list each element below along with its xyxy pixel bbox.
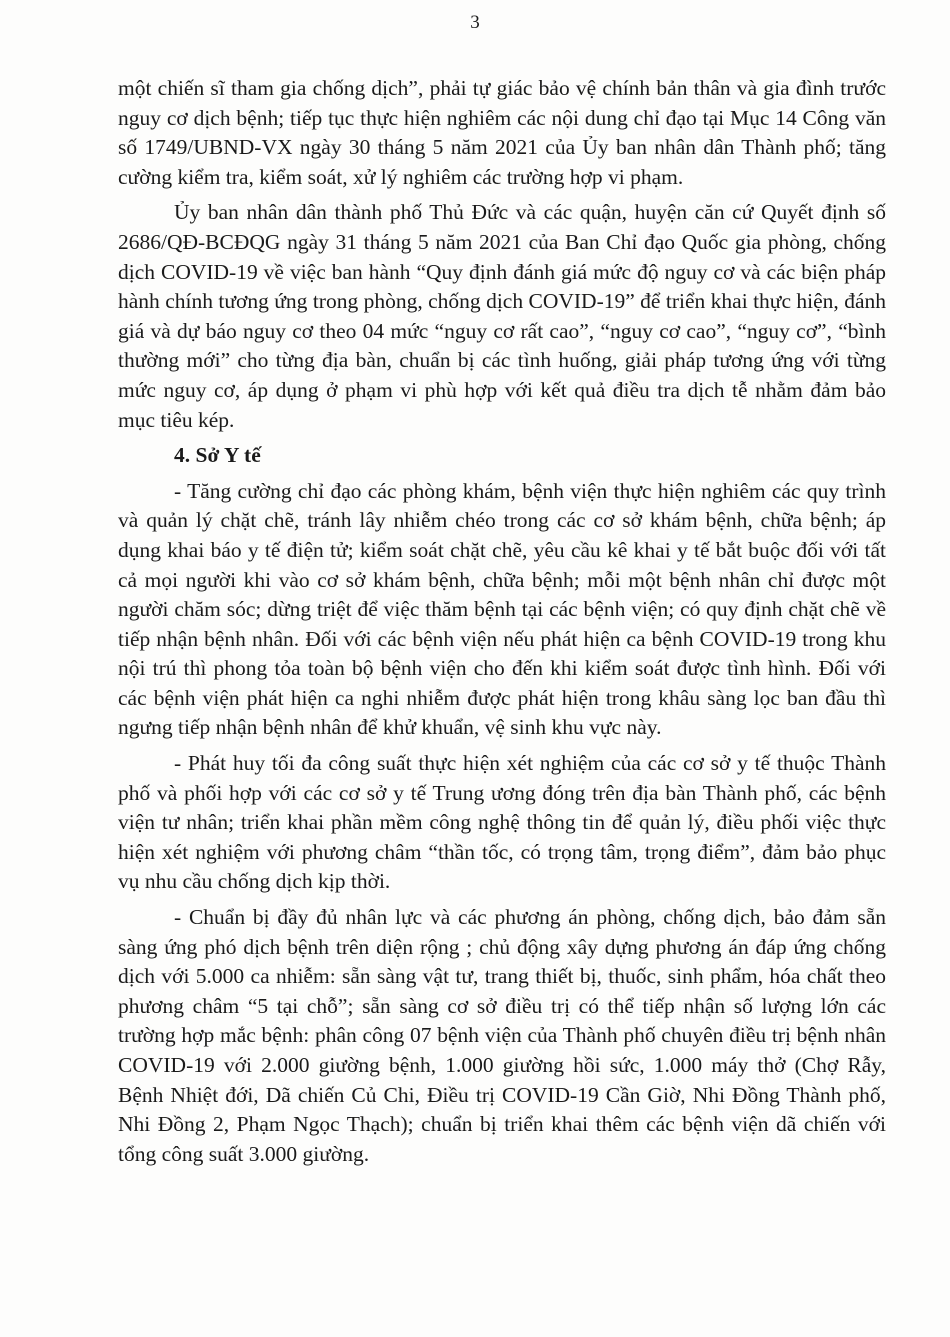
paragraph: - Phát huy tối đa công suất thực hiện xét nghiệm của các cơ sở y tế thuộc Thành phố và phối hợp với các cơ sở y tế Trung ương đóng trên địa bàn Thành phố, các bệnh viện tư nhân; triển khai phần mềm công nghệ thông tin để quản lý, điều phối việc thực hiện xét nghiệm với phương châm “thần tốc, có trọng tâm, trọng điểm”, đảm bảo phục vụ nhu cầu chống dịch kịp thời. [118,751,886,894]
document-body [118,74,886,1175]
paragraph: - Chuẩn bị đầy đủ nhân lực và các phương án phòng, chống dịch, bảo đảm sẵn sàng ứng phó dịch bệnh trên diện rộng ; chủ động xây dựng phương án đáp ứng chống dịch với 5.000 ca nhiễm: sẵn sàng vật tư, trang thiết bị, thuốc, sinh phẩm, hóa chất theo phương châm “5 tại chỗ”; sẵn sàng cơ sở điều trị có thể tiếp nhận số lượng lớn các trường hợp mắc bệnh: phân công 07 bệnh viện của Thành phố chuyên điều trị bệnh nhân COVID-19 với 2.000 giường bệnh, 1.000 giường hồi sức, 1.000 máy thở (Chợ Rẫy, Bệnh Nhiệt đới, Dã chiến Củ Chi, Điều trị COVID-19 Cần Giờ, Nhi Đồng Thành phố, Nhi Đồng 2, Phạm Ngọc Thạch); chuẩn bị triển khai thêm các bệnh viện dã chiến với tổng công suất 3.000 giường. [118,905,886,1166]
paragraph: Ủy ban nhân dân thành phố Thủ Đức và các quận, huyện căn cứ Quyết định số 2686/QĐ-BCĐQG ngày 31 tháng 5 năm 2021 của Ban Chỉ đạo Quốc gia phòng, chống dịch COVID-19 về việc ban hành “Quy định đánh giá mức độ nguy cơ và các biện pháp hành chính tương ứng trong phòng, chống dịch COVID-19” để triển khai thực hiện, đánh giá và dự báo nguy cơ theo 04 mức “nguy cơ rất cao”, “nguy cơ cao”, “nguy cơ”, “bình thường mới” cho từng địa bàn, chuẩn bị các tình huống, giải pháp tương ứng với từng mức nguy cơ, áp dụng ở phạm vi phù hợp với kết quả điều tra dịch tễ nhằm đảm bảo mục tiêu kép. [118,200,886,432]
paragraph: - Tăng cường chỉ đạo các phòng khám, bệnh viện thực hiện nghiêm các quy trình và quản lý chặt chẽ, tránh lây nhiễm chéo trong các cơ sở khám bệnh, chữa bệnh; áp dụng khai báo y tế điện tử; kiểm soát chặt chẽ, yêu cầu kê khai y tế bắt buộc đối với tất cả mọi người khi vào cơ sở khám bệnh, chữa bệnh; mỗi một bệnh nhân chỉ được một người chăm sóc; dừng triệt để việc thăm bệnh tại các bệnh viện; có quy định chặt chẽ về tiếp nhận bệnh nhân. Đối với các bệnh viện nếu phát hiện ca bệnh COVID-19 trong khu nội trú thì phong tỏa toàn bộ bệnh viện cho đến khi kiểm soát được tình hình. Đối với các bệnh viện phát hiện ca nghi nhiễm được phát hiện trong khâu sàng lọc ban đầu thì ngưng tiếp nhận bệnh nhân để khử khuẩn, vệ sinh khu vực này. [118,478,886,740]
section-heading: 4. Sở Y tế [174,443,261,468]
paragraph: một chiến sĩ tham gia chống dịch”, phải tự giác bảo vệ chính bản thân và gia đình trước nguy cơ dịch bệnh; tiếp tục thực hiện nghiêm các nội dung chỉ đạo tại Mục 14 Công văn số 1749/UBND-VX ngày 30 tháng 5 năm 2021 của Ủy ban nhân dân Thành phố; tăng cường kiểm tra, kiểm soát, xử lý nghiêm các trường hợp vi phạm. [118,76,886,189]
page-number: 3 [470,12,480,33]
